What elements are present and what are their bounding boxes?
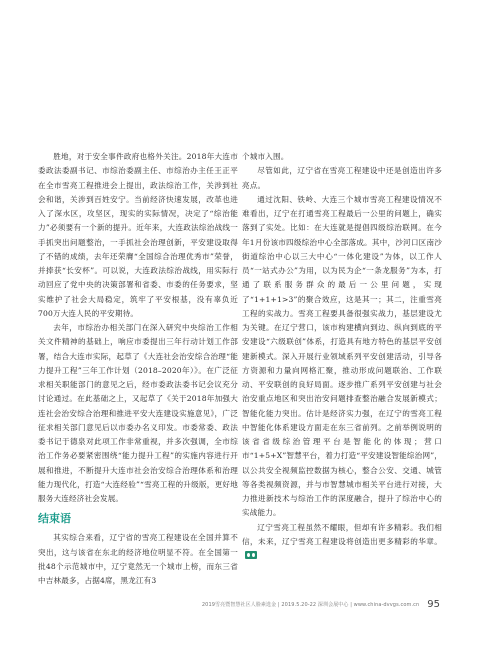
body-paragraph: 尽管如此，辽宁省在雪亮工程建设中还是创造出许多亮点。 — [242, 166, 442, 190]
article-end-icon — [245, 551, 257, 559]
body-paragraph: 通过沈阳、铁岭、大连三个城市雪亮工程建设情况不难看出，辽宁在打通雪亮工程最后一公里的问题上，确实落到了实处。比如：在大连就是提倡四级综治联网。在今年1月份该市四级综治中心全部落成。其中，沙河口区南沙街道综治中心以三大中心“一体化建设”为体，以工作人员“一站式办公”为用，以为民为企“一条龙服务”为本，打通了联系服务群众的最后一公里问题，实现了“1+1+1>3”的聚合效应，这是其一；其二，注重雪亮工程的实战力。雪亮工程要具备很强实战力，基层建设尤为关键。在辽宁营口，该市构建横向到边、纵向到底的平安建设“六级联创”体系，打造具有地方特色的基层平安创建新模式。深入开展行业领域系列平安创建活动，引导各方资源和力量向网格汇聚，推动形成问题联治、工作联动、平安联创的良好局面。逐步推广系列平安创建与社会治安重点地区和突出治安问题排查整治融合发展新模式；智能化能力突出。估计是经济实力强，在辽宁的雪亮工程中智能化体系建设方面走在东三省前列。之前举例说明的该省省级综治管理平台是智能化的体现；营口市“1+5+X”智慧平台，着力打造“平安建设智能综治网”，以公共安全视频监控数据为核心，整合公安、交通、城管等各类视频资源，并与市智慧城市相关平台进行对接，大力推进新技术与综治工作的深度融合，提升了综治中心的实战能力。 — [242, 194, 442, 518]
section-heading: 结束语 — [38, 512, 71, 526]
closing-text: 辽宁雪亮工程虽然不耀眼，但却有许多精彩。我们相信，未来，辽宁雪亮工程建设将创造出更多精彩的华章。 — [242, 522, 442, 546]
body-paragraph: 胜地，对于安全事件政府也格外关注。2018年大连市委政法委副书记、市综治委副主任、市综治办主任王正平在全市雪亮工程推进会上提出，政法综治工作，关涉到社会和谐，关涉到百姓安宁。当前经济快速发展，改革也进入了深水区，攻坚区，现实的实际情况，决定了“综治能力”必须要有一个新的提升。近年来，大连政法综治战线一手抓突出问题整治，一手抓社会治理创新，平安建设取得了不错的成绩，去年还荣膺“全国综合治理优秀市”荣誉，并捧获“长安杯”。可以说，大连政法综治战线，用实际行动回应了党中央的决策部署和省委、市委的任务要求，坚实维护了社会大局稳定，筑牢了平安根基，没有辜负近700万大连人民的平安期待。 — [38, 152, 238, 318]
footer-text: 2019雪亮暨智慧社区人脸素选金 | 2019.5.20-22 深圳会展中心 | www.china-dvvgs.com.cn — [201, 601, 420, 608]
body-paragraph: 其实综合来看，辽宁省的雪亮工程建设在全国并算不突出，这与该省在东北的经济地位明显不符。在全国第一批48个示范城市中，辽宁竟然无一个城市上榜，而东三省中吉林最多，占据4席，黑龙江有3 — [38, 533, 238, 585]
left-column — [38, 150, 238, 588]
right-column — [242, 150, 442, 563]
page-footer — [38, 597, 440, 611]
body-paragraph: 去年，市综治办相关部门在深入研究中央综治工作相关文件精神的基础上，响应市委提出三年行动计划工作部署，结合大连市实际，起草了《大连社会治安综合治理“能力提升工程”三年工作计划（2018–2020年）》。在广泛征求相关职能部门的意见之后，经市委政法委书记会议充分讨论通过。在此基础之上，又起草了《关于2018年加强大连社会治安综合治理和推进平安大连建设实施意见》，广泛征求相关部门意见后以市委办名义印发。市委常委、政法委书记于德泉对此项工作非常重视，并多次强调，全市综治工作务必要紧密围绕“能力提升工程”的实施内容进行开展和推进，不断提升大连市社会治安综合治理体系和治理能力现代化，打造“大连经验”“雪亮工程的升级版，更好地服务大连经济社会发展。 — [38, 323, 238, 503]
page-number: 95 — [427, 598, 440, 610]
closing-paragraph — [242, 521, 442, 564]
body-paragraph: 个城市入围。 — [242, 152, 289, 161]
